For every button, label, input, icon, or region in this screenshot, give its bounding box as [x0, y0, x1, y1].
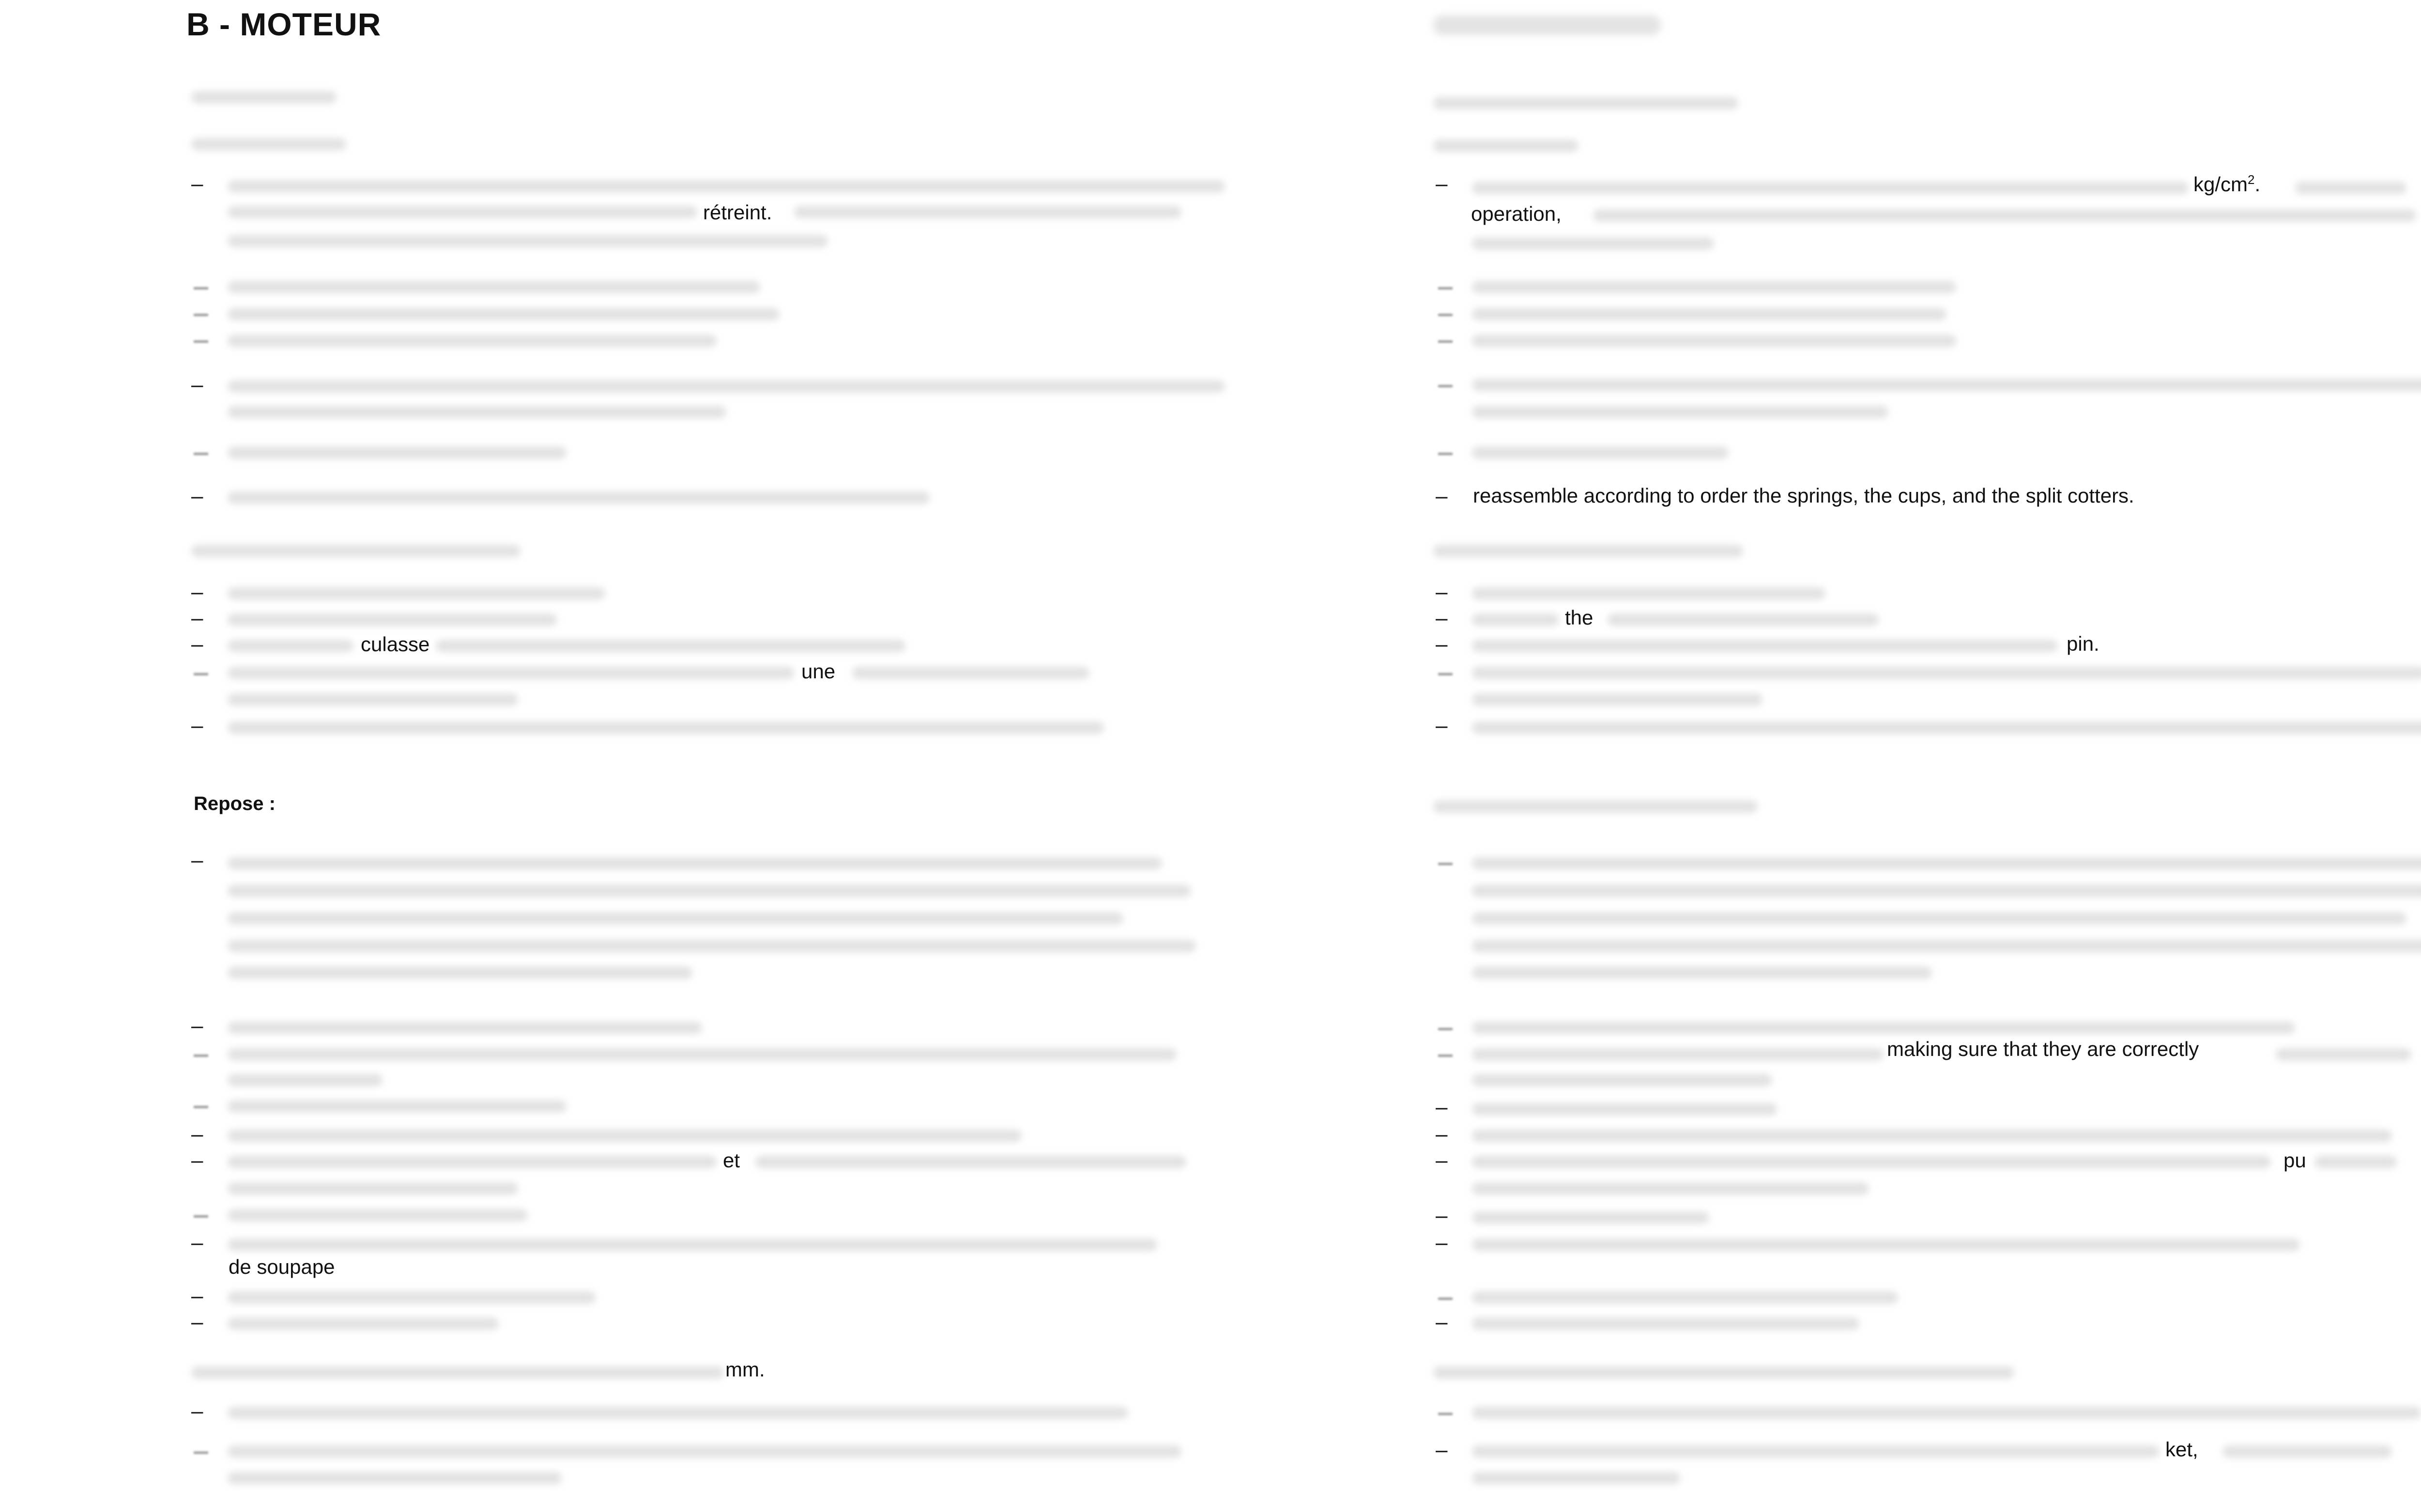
blurred-text	[228, 912, 1123, 925]
blurred-text	[228, 1209, 528, 1222]
text-fragment: ket,	[2165, 1438, 2198, 1461]
blurred-dash	[194, 1451, 208, 1454]
blurred-text	[2314, 1156, 2397, 1168]
blurred-text	[1608, 613, 1879, 626]
text-fragment: operation,	[1471, 202, 1562, 225]
list-dash: –	[1436, 172, 1448, 196]
blurred-text	[1472, 1182, 1869, 1195]
blurred-dash	[1438, 287, 1453, 290]
blurred-dash	[1438, 673, 1453, 675]
blurred-text	[228, 1048, 1177, 1061]
text-fragment: culasse	[361, 633, 430, 656]
blurred-text	[191, 1366, 724, 1379]
unit-text: kg/cm	[2193, 173, 2248, 196]
blurred-text	[228, 1182, 518, 1195]
blurred-dash	[194, 1215, 208, 1218]
list-dash: –	[1436, 1231, 1448, 1254]
blurred-text	[1472, 281, 1956, 293]
blurred-dash	[1438, 1413, 1453, 1415]
blurred-dash	[194, 453, 208, 455]
blurred-text	[2295, 182, 2406, 194]
blurred-text	[1433, 139, 1578, 152]
blurred-dash	[194, 1106, 208, 1108]
blurred-text	[1472, 335, 1956, 347]
blurred-text	[228, 613, 557, 626]
list-dash: –	[191, 1231, 203, 1254]
blurred-text	[1433, 800, 1758, 813]
blurred-text	[1472, 885, 2421, 897]
blurred-text	[1472, 721, 2421, 734]
blurred-text	[1472, 1472, 1680, 1484]
blurred-text	[1472, 1074, 1772, 1086]
blurred-text	[228, 1074, 383, 1086]
text-fragment: une	[801, 660, 836, 683]
blurred-text	[1472, 182, 2189, 194]
blurred-text	[228, 180, 1225, 193]
list-dash: –	[191, 1310, 203, 1334]
blurred-text	[2276, 1048, 2411, 1061]
blurred-text	[228, 335, 717, 347]
blurred-text	[228, 1472, 562, 1484]
blurred-dash	[1438, 1054, 1453, 1057]
blurred-text	[1472, 693, 1762, 706]
list-dash: –	[1436, 1310, 1448, 1334]
blurred-dash	[1438, 453, 1453, 455]
blurred-dash	[194, 314, 208, 316]
blurred-text	[852, 667, 1089, 679]
list-dash: –	[191, 1399, 203, 1423]
page-title: B - MOTEUR	[186, 6, 382, 42]
blurred-text	[1472, 940, 2421, 952]
period: .	[2254, 173, 2261, 196]
blurred-text	[1472, 1445, 2160, 1458]
blurred-text	[1472, 1291, 1898, 1304]
list-dash: –	[191, 1014, 203, 1038]
blurred-text	[1472, 237, 1714, 250]
text-fragment: de soupape	[229, 1255, 335, 1278]
blurred-text	[1472, 1156, 2271, 1168]
blurred-text	[1472, 1238, 2300, 1251]
list-dash: –	[1436, 1122, 1448, 1146]
blurred-text	[2222, 1445, 2392, 1458]
blurred-text	[228, 380, 1225, 393]
text-fragment: mm.	[725, 1358, 765, 1381]
blurred-text	[1472, 587, 1825, 600]
blurred-text	[228, 235, 828, 247]
blurred-text	[228, 491, 930, 504]
text-fragment: pin.	[2067, 632, 2099, 655]
blurred-text	[191, 138, 346, 151]
blurred-text	[1472, 912, 2406, 925]
list-dash: –	[191, 1122, 203, 1146]
text-fragment: making sure that they are correctly	[1887, 1038, 2199, 1060]
blurred-text	[1472, 379, 2421, 391]
blurred-dash	[1438, 863, 1453, 865]
blurred-text	[1433, 545, 1743, 557]
list-dash: –	[1436, 1148, 1448, 1172]
blurred-text	[1472, 1048, 1884, 1061]
blurred-text	[228, 406, 726, 418]
blurred-dash	[194, 287, 208, 290]
blurred-text	[228, 1445, 1181, 1458]
blurred-dash	[194, 673, 208, 675]
blurred-text	[1472, 1211, 1709, 1224]
blurred-dash	[1438, 385, 1453, 387]
list-dash: –	[191, 606, 203, 630]
blurred-text	[1433, 97, 1738, 109]
blurred-text	[191, 91, 337, 104]
list-dash: –	[1436, 1095, 1448, 1119]
blurred-text	[1593, 209, 2416, 222]
list-dash: –	[191, 632, 203, 656]
blurred-title	[1433, 15, 1661, 35]
blurred-text	[228, 1291, 596, 1304]
list-dash: –	[191, 714, 203, 737]
blurred-text	[1472, 1317, 1859, 1330]
blurred-text	[228, 640, 353, 652]
list-dash: –	[1436, 484, 1448, 508]
blurred-text	[1472, 406, 1888, 418]
blurred-dash	[194, 1054, 208, 1057]
text-fragment	[2193, 172, 2260, 196]
blurred-dash	[1438, 314, 1453, 316]
blurred-text	[228, 281, 760, 293]
text-fragment: et	[723, 1149, 740, 1172]
blurred-text	[228, 308, 780, 321]
blurred-text	[228, 667, 794, 679]
blurred-text	[228, 885, 1191, 897]
list-dash: –	[1436, 632, 1448, 656]
list-dash: –	[1436, 580, 1448, 604]
blurred-dash	[1438, 340, 1453, 343]
list-dash: –	[1436, 714, 1448, 737]
blurred-text	[228, 940, 1196, 952]
blurred-text	[228, 966, 692, 979]
blurred-text	[228, 1130, 1022, 1142]
blurred-text	[794, 206, 1181, 218]
blurred-text	[1472, 966, 1932, 979]
text-fragment: rétreint.	[703, 201, 772, 224]
blurred-text	[228, 721, 1104, 734]
blurred-text	[228, 1317, 499, 1330]
blurred-text	[228, 1156, 717, 1168]
blurred-text	[1472, 1103, 1777, 1115]
blurred-dash	[194, 340, 208, 343]
blurred-text	[1433, 1366, 2014, 1379]
list-dash: –	[1436, 606, 1448, 630]
section-heading: Repose :	[194, 793, 276, 814]
list-dash: –	[191, 373, 203, 397]
text-fragment: pu	[2283, 1149, 2306, 1172]
blurred-text	[1472, 308, 1946, 321]
blurred-dash	[1438, 1028, 1453, 1030]
blurred-text	[1472, 446, 1729, 459]
list-dash: –	[191, 172, 203, 196]
list-dash: –	[191, 1148, 203, 1172]
blurred-text	[1472, 857, 2421, 870]
blurred-text	[228, 1238, 1157, 1251]
blurred-text	[1472, 1406, 2421, 1419]
blurred-text	[228, 693, 518, 706]
blurred-text	[755, 1156, 1186, 1168]
blurred-text	[436, 640, 905, 652]
blurred-text	[228, 1100, 567, 1113]
list-dash: –	[1436, 1438, 1448, 1462]
blurred-text	[228, 587, 605, 600]
blurred-text	[1472, 667, 2421, 679]
blurred-text	[1472, 613, 1559, 626]
blurred-text	[228, 857, 1162, 870]
superscript: 2	[2248, 172, 2255, 187]
list-dash: –	[191, 484, 203, 508]
blurred-text	[1472, 1022, 2295, 1034]
blurred-text	[228, 1406, 1128, 1419]
blurred-text	[228, 1022, 702, 1034]
blurred-text	[1472, 640, 2058, 652]
blurred-dash	[1438, 1298, 1453, 1300]
blurred-text	[228, 446, 567, 459]
blurred-text	[191, 545, 521, 557]
list-dash: –	[191, 1284, 203, 1308]
text-fragment: the	[1565, 606, 1594, 629]
text-fragment: reassemble according to order the springs, the cups, and the split cotters.	[1473, 484, 2134, 507]
list-dash: –	[191, 580, 203, 604]
blurred-text	[1472, 1130, 2392, 1142]
list-dash: –	[1436, 1204, 1448, 1227]
blurred-text	[228, 206, 697, 218]
list-dash: –	[191, 848, 203, 872]
